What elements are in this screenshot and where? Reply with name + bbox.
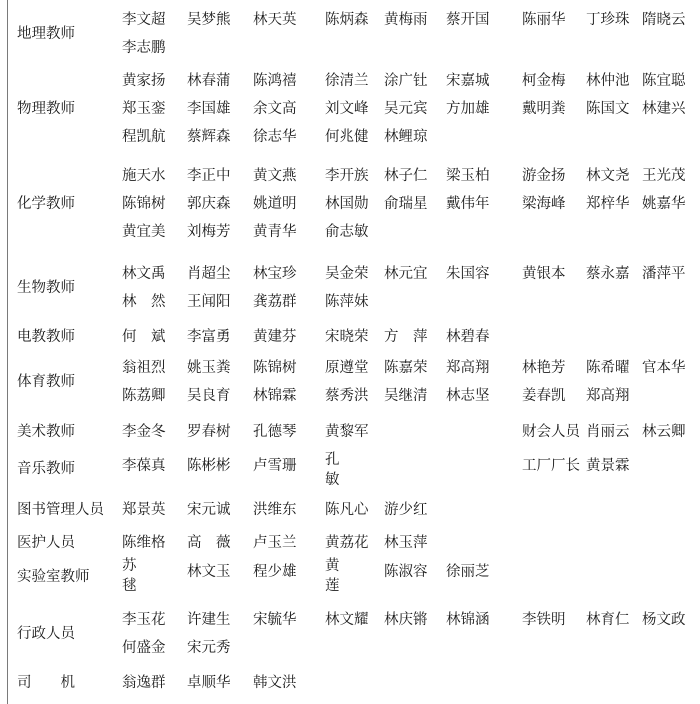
staff-name: 翁逸群 bbox=[122, 675, 166, 691]
staff-name: 陈丽华 bbox=[522, 12, 566, 28]
staff-name: 蔡辉森 bbox=[187, 129, 231, 145]
staff-name: 陈萍妹 bbox=[325, 294, 369, 310]
staff-name: 许建生 bbox=[187, 612, 231, 628]
staff-name: 李正中 bbox=[187, 168, 231, 184]
staff-name: 戴伟年 bbox=[446, 196, 490, 212]
staff-name: 程少雄 bbox=[253, 564, 297, 580]
staff-name: 俞志敏 bbox=[325, 224, 369, 240]
staff-name: 黄黎军 bbox=[325, 424, 369, 440]
staff-name: 林元宜 bbox=[384, 266, 428, 282]
staff-name: 卢玉兰 bbox=[253, 535, 297, 551]
category-label: 体育教师 bbox=[17, 374, 75, 390]
staff-name: 宋晓荣 bbox=[325, 329, 369, 345]
staff-name: 陈希曜 bbox=[586, 360, 630, 376]
staff-name: 姚道明 bbox=[253, 196, 297, 212]
staff-name: 宋毓华 bbox=[253, 612, 297, 628]
staff-name: 徐清兰 bbox=[325, 73, 369, 89]
staff-name: 李国雄 bbox=[187, 101, 231, 117]
staff-name: 陈炳森 bbox=[325, 12, 369, 28]
staff-name: 戴明粪 bbox=[522, 101, 566, 117]
staff-name: 黄建芬 bbox=[253, 329, 297, 345]
staff-name: 李志鹏 bbox=[122, 40, 166, 56]
staff-name: 林锦霖 bbox=[253, 388, 297, 404]
staff-name: 陈维格 bbox=[122, 535, 166, 551]
staff-name: 黄家扬 bbox=[122, 73, 166, 89]
staff-name: 林云卿 bbox=[642, 424, 686, 440]
staff-name: 财会人员 bbox=[522, 424, 580, 440]
staff-name: 郑高翔 bbox=[446, 360, 490, 376]
staff-name: 陈嘉荣 bbox=[384, 360, 428, 376]
staff-name: 郑景英 bbox=[122, 502, 166, 518]
staff-name: 梁玉柏 bbox=[446, 168, 490, 184]
staff-name: 林志坚 bbox=[446, 388, 490, 404]
staff-name: 方加雄 bbox=[446, 101, 490, 117]
category-label: 生物教师 bbox=[17, 280, 75, 296]
staff-name: 洪维东 bbox=[253, 502, 297, 518]
left-margin-rule bbox=[7, 0, 8, 704]
staff-name: 黄梅雨 bbox=[384, 12, 428, 28]
staff-name: 蔡秀洪 bbox=[325, 388, 369, 404]
staff-name: 卓顺华 bbox=[187, 675, 231, 691]
staff-name: 陈淑容 bbox=[384, 564, 428, 580]
staff-name: 黄宜美 bbox=[122, 224, 166, 240]
staff-name: 柯金梅 bbox=[522, 73, 566, 89]
staff-name: 何兆健 bbox=[325, 129, 369, 145]
staff-name: 陈荔卿 bbox=[122, 388, 166, 404]
staff-name: 翁祖烈 bbox=[122, 360, 166, 376]
staff-name: 李金冬 bbox=[122, 424, 166, 440]
staff-name: 徐志华 bbox=[253, 129, 297, 145]
staff-name: 郑梓华 bbox=[586, 196, 630, 212]
category-label: 图书管理人员 bbox=[17, 502, 104, 518]
category-label: 电教教师 bbox=[17, 329, 75, 345]
staff-name: 陈锦树 bbox=[122, 196, 166, 212]
staff-name: 陈国文 bbox=[586, 101, 630, 117]
staff-name: 游少红 bbox=[384, 502, 428, 518]
staff-name: 林艳芳 bbox=[522, 360, 566, 376]
staff-name: 原遵堂 bbox=[325, 360, 369, 376]
staff-name: 陈凡心 bbox=[325, 502, 369, 518]
staff-name: 李开族 bbox=[325, 168, 369, 184]
staff-name: 林天英 bbox=[253, 12, 297, 28]
staff-name: 官本华 bbox=[642, 360, 686, 376]
staff-name: 黄文燕 bbox=[253, 168, 297, 184]
staff-name: 黄银本 bbox=[522, 266, 566, 282]
staff-name: 吴良育 bbox=[187, 388, 231, 404]
staff-name: 肖丽云 bbox=[586, 424, 630, 440]
category-label: 实验室教师 bbox=[17, 569, 90, 585]
staff-name: 林建兴 bbox=[642, 101, 686, 117]
category-label: 医护人员 bbox=[17, 535, 75, 551]
staff-name: 俞瑞星 bbox=[384, 196, 428, 212]
staff-name: 姚嘉华 bbox=[642, 196, 686, 212]
staff-name: 林宝珍 bbox=[253, 266, 297, 282]
staff-name: 蔡开国 bbox=[446, 12, 490, 28]
staff-name: 林文玉 bbox=[187, 564, 231, 580]
staff-name: 郭庆森 bbox=[187, 196, 231, 212]
category-label: 行政人员 bbox=[17, 626, 75, 642]
staff-name: 吴梦熊 bbox=[187, 12, 231, 28]
staff-name: 方 萍 bbox=[384, 329, 428, 345]
staff-name: 施天水 bbox=[122, 168, 166, 184]
staff-name: 林文禹 bbox=[122, 266, 166, 282]
category-label: 司 机 bbox=[17, 675, 75, 691]
staff-name: 陈锦树 bbox=[253, 360, 297, 376]
staff-name: 吴金荣 bbox=[325, 266, 369, 282]
staff-name: 郑玉銮 bbox=[122, 101, 166, 117]
staff-name: 黄 莲 bbox=[325, 558, 340, 594]
staff-name: 高 薇 bbox=[187, 535, 231, 551]
staff-name: 苏 毬 bbox=[122, 558, 137, 594]
staff-name: 黄青华 bbox=[253, 224, 297, 240]
category-label: 音乐教师 bbox=[17, 461, 75, 477]
staff-name: 林庆锵 bbox=[384, 612, 428, 628]
staff-name: 罗春树 bbox=[187, 424, 231, 440]
staff-name: 陈鸿禧 bbox=[253, 73, 297, 89]
staff-name: 林 然 bbox=[122, 294, 166, 310]
staff-name: 王闻阳 bbox=[187, 294, 231, 310]
staff-name: 孔 敏 bbox=[325, 452, 340, 488]
staff-name: 丁珍珠 bbox=[586, 12, 630, 28]
category-label: 化学教师 bbox=[17, 196, 75, 212]
staff-name: 龚荔群 bbox=[253, 294, 297, 310]
staff-name: 吴元宾 bbox=[384, 101, 428, 117]
staff-name: 林子仁 bbox=[384, 168, 428, 184]
staff-name: 肖超尘 bbox=[187, 266, 231, 282]
staff-name: 李铁明 bbox=[522, 612, 566, 628]
staff-name: 孔德琴 bbox=[253, 424, 297, 440]
staff-name: 徐丽芝 bbox=[446, 564, 490, 580]
staff-name: 林锦涵 bbox=[446, 612, 490, 628]
staff-name: 刘梅芳 bbox=[187, 224, 231, 240]
staff-name: 刘文峰 bbox=[325, 101, 369, 117]
staff-name: 李文超 bbox=[122, 12, 166, 28]
staff-name: 陈宜聪 bbox=[642, 73, 686, 89]
staff-name: 姚玉粪 bbox=[187, 360, 231, 376]
staff-name: 林仲池 bbox=[586, 73, 630, 89]
staff-name: 梁海峰 bbox=[522, 196, 566, 212]
staff-name: 李玉花 bbox=[122, 612, 166, 628]
staff-name: 游金扬 bbox=[522, 168, 566, 184]
staff-name: 黄荔花 bbox=[325, 535, 369, 551]
staff-name: 何 斌 bbox=[122, 329, 166, 345]
staff-name: 潘萍平 bbox=[642, 266, 686, 282]
staff-name: 李葆真 bbox=[122, 458, 166, 474]
category-label: 物理教师 bbox=[17, 101, 75, 117]
staff-name: 姜春凯 bbox=[522, 388, 566, 404]
staff-name: 工厂厂长 bbox=[522, 458, 580, 474]
staff-name: 林文耀 bbox=[325, 612, 369, 628]
staff-name: 林育仁 bbox=[586, 612, 630, 628]
staff-name: 林春蒲 bbox=[187, 73, 231, 89]
staff-name: 林碧春 bbox=[446, 329, 490, 345]
staff-name: 林国勋 bbox=[325, 196, 369, 212]
staff-name: 蔡永嘉 bbox=[586, 266, 630, 282]
staff-name: 卢雪珊 bbox=[253, 458, 297, 474]
staff-name: 林文尧 bbox=[586, 168, 630, 184]
staff-name: 宋元秀 bbox=[187, 640, 231, 656]
staff-name: 宋元诚 bbox=[187, 502, 231, 518]
staff-name: 余文高 bbox=[253, 101, 297, 117]
staff-name: 涂广钍 bbox=[384, 73, 428, 89]
staff-name: 郑高翔 bbox=[586, 388, 630, 404]
staff-name: 黄景霖 bbox=[586, 458, 630, 474]
staff-name: 陈彬彬 bbox=[187, 458, 231, 474]
staff-name: 吴继清 bbox=[384, 388, 428, 404]
staff-name: 程凯航 bbox=[122, 129, 166, 145]
staff-name: 李富勇 bbox=[187, 329, 231, 345]
category-label: 美术教师 bbox=[17, 424, 75, 440]
staff-name: 杨文政 bbox=[642, 612, 686, 628]
staff-name: 林玉萍 bbox=[384, 535, 428, 551]
staff-name: 王光茂 bbox=[642, 168, 686, 184]
staff-name: 宋嘉城 bbox=[446, 73, 490, 89]
staff-name: 朱国容 bbox=[446, 266, 490, 282]
staff-name: 何盛金 bbox=[122, 640, 166, 656]
staff-name: 韩文洪 bbox=[253, 675, 297, 691]
staff-name: 隋晓云 bbox=[642, 12, 686, 28]
staff-name: 林鲤琼 bbox=[384, 129, 428, 145]
category-label: 地理教师 bbox=[17, 26, 75, 42]
